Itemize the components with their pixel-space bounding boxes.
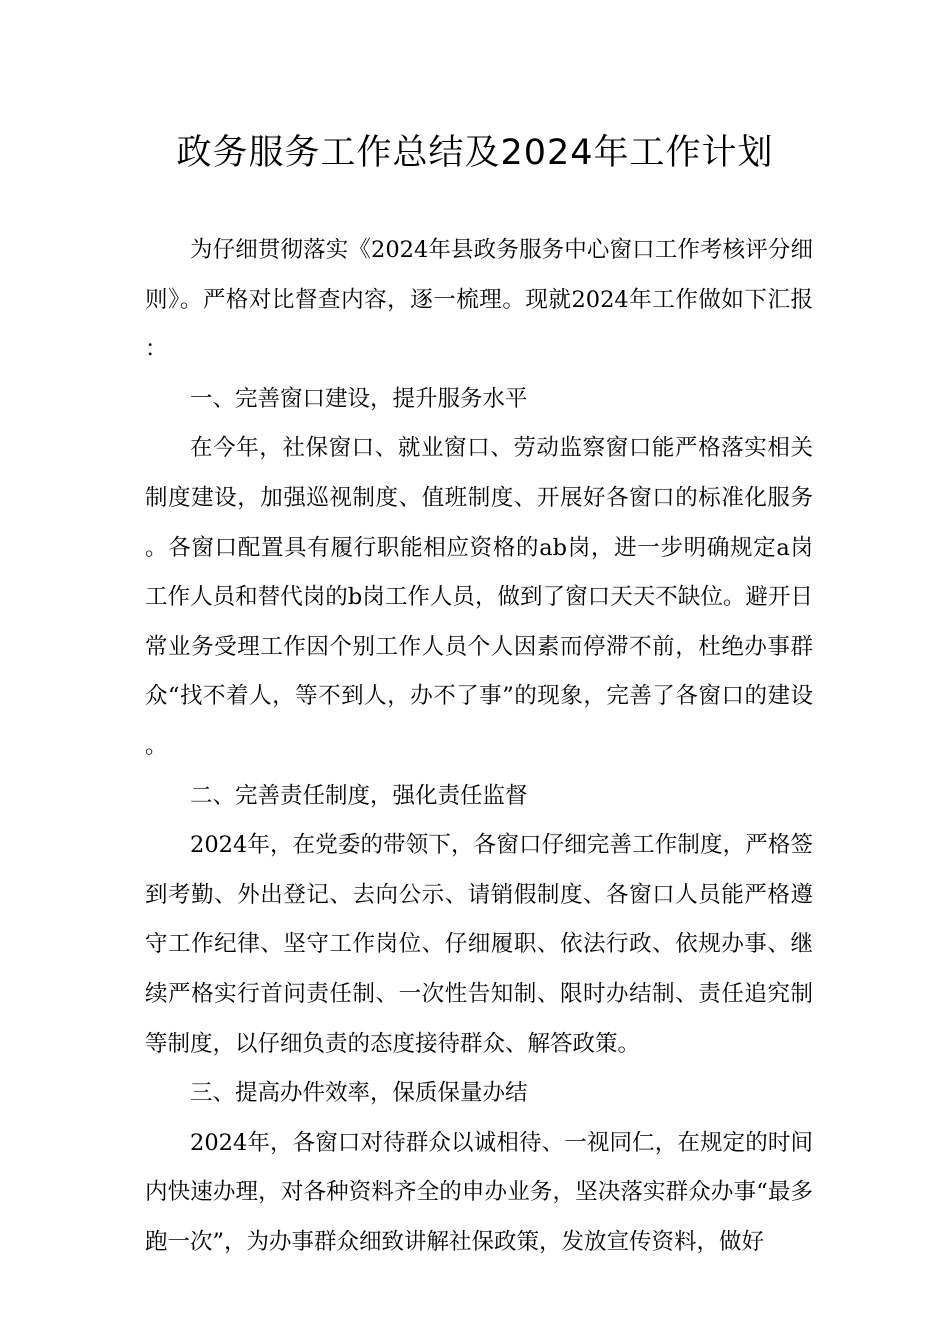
section-2-paragraph: 2024年，在党委的带领下，各窗口仔细完善工作制度，严格签到考勤、外出登记、去向公示、请销假制度、各窗口人员能严格遵守工作纪律、坚守工作岗位、仔细履职、依法行政、依规办事、继续严格实行首问责任制、一次性告知制、限时办结制、责任追究制等制度，以仔细负责的态度接待群众、解答政策。 [145, 832, 813, 1057]
document-title: 政务服务工作总结及2024年工作计划 [176, 133, 774, 173]
section-heading-1: 一、完善窗口建设，提升服务水平 [190, 385, 528, 412]
document-body [145, 226, 813, 1267]
intro-paragraph: 为仔细贯彻落实《2024年县政务服务中心窗口工作考核评分细则》。严格对比督查内容，逐一梳理。现就2024年工作做如下汇报： [145, 237, 813, 363]
section-3-paragraph: 2024年，各窗口对待群众以诚相待、一视同仁，在规定的时间内快速办理，对各种资料齐全的申办业务，坚决落实群众办事“最多跑一次”，为办事群众细致讲解社保政策，发放宣传资料，做好 [145, 1129, 813, 1255]
section-heading-2: 二、完善责任制度，强化责任监督 [190, 782, 528, 809]
section-1-paragraph: 在今年，社保窗口、就业窗口、劳动监察窗口能严格落实相关制度建设，加强巡视制度、值班制度、开展好各窗口的标准化服务。各窗口配置具有履行职能相应资格的ab岗，进一步明确规定a岗工作人员和替代岗的b岗工作人员，做到了窗口天天不缺位。避开日常业务受理工作因个别工作人员个人因素而停滞不前，杜绝办事群众“找不着人，等不到人，办不了事”的现象，完善了各窗口的建设。 [145, 435, 813, 759]
section-heading-3: 三、提高办件效率，保质保量办结 [190, 1080, 528, 1107]
